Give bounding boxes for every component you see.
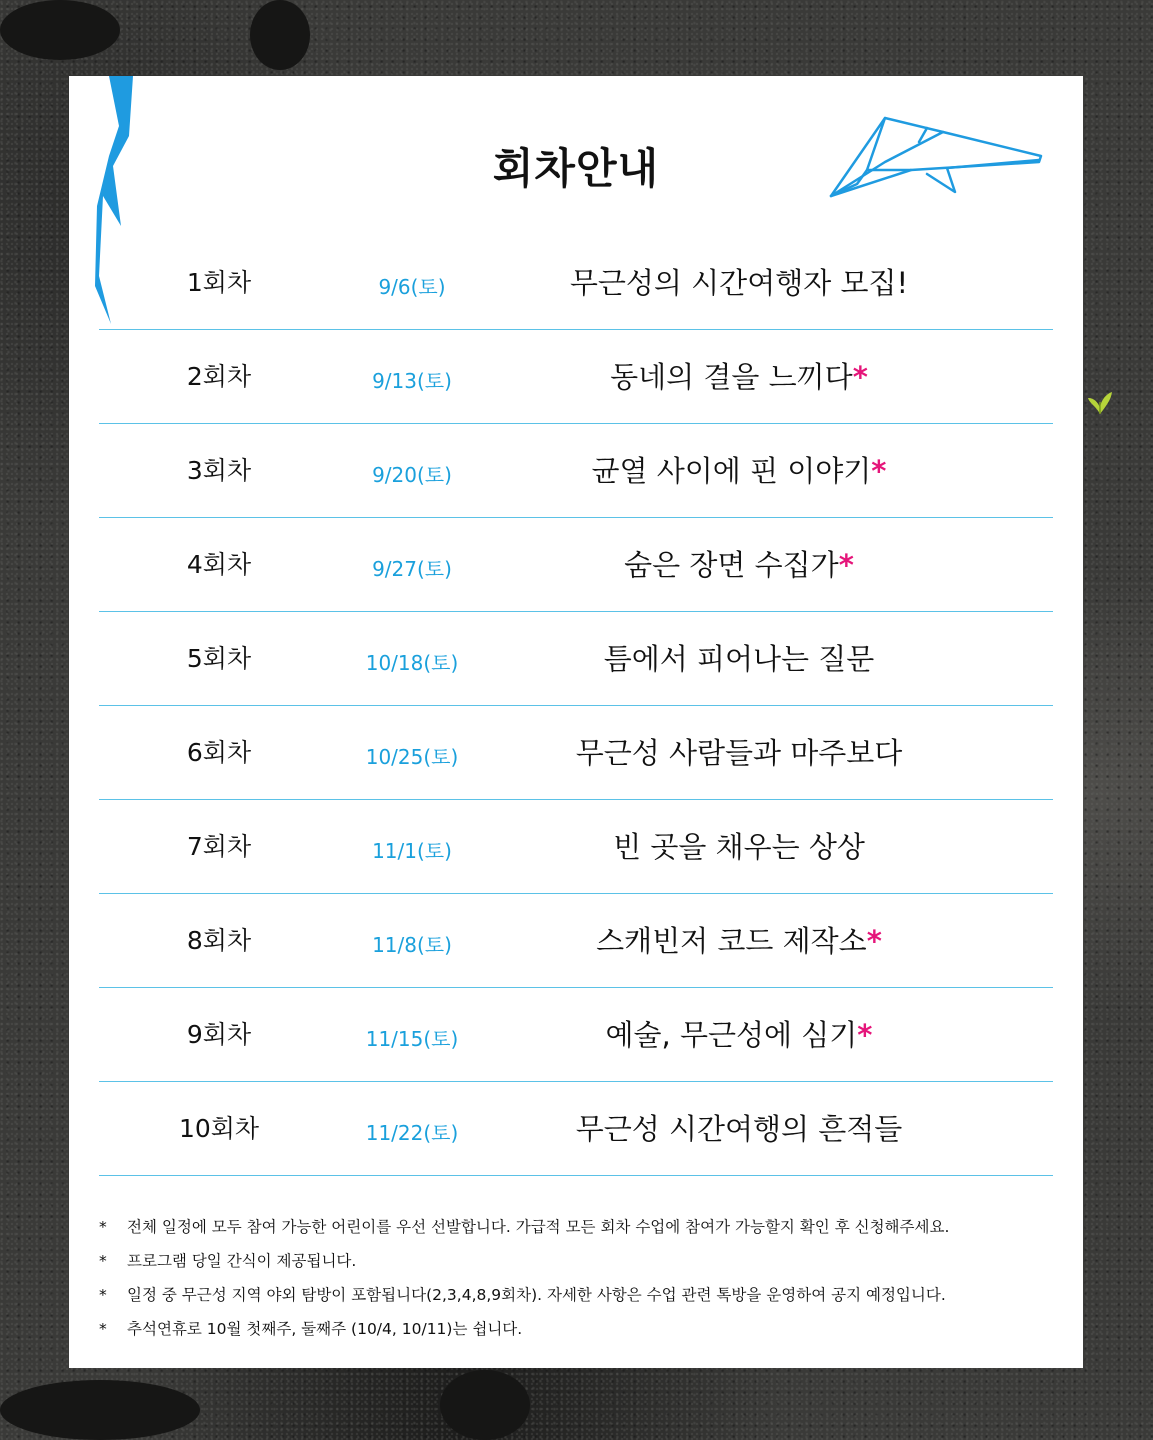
session-topic-text: 스캐빈저 코드 제작소 bbox=[596, 924, 867, 958]
session-row bbox=[99, 330, 1053, 424]
session-date: 11/15(토) bbox=[365, 1027, 459, 1051]
session-number: 10회차 bbox=[178, 1114, 260, 1143]
session-topic bbox=[519, 330, 959, 424]
session-topic bbox=[519, 894, 959, 988]
session-topic bbox=[519, 424, 959, 518]
session-date: 11/8(토) bbox=[372, 933, 452, 957]
session-number: 7회차 bbox=[186, 832, 252, 861]
notes-list bbox=[99, 1210, 1069, 1346]
background-crack bbox=[0, 0, 120, 60]
session-row bbox=[99, 706, 1053, 800]
session-number: 5회차 bbox=[186, 644, 252, 673]
session-number: 2회차 bbox=[186, 362, 252, 391]
note-text: 일정 중 무근성 지역 야외 탐방이 포함됩니다(2,3,4,8,9회차). 자세한 사항은 수업 관련 톡방을 운영하여 공지 예정입니다. bbox=[127, 1286, 946, 1304]
session-topic-text: 무근성 시간여행의 흔적들 bbox=[575, 1112, 903, 1146]
session-topic bbox=[519, 518, 959, 612]
session-topic bbox=[519, 988, 959, 1082]
note-text: 전체 일정에 모두 참여 가능한 어린이를 우선 선발합니다. 가급적 모든 회차 수업에 참여가 가능할지 확인 후 신청해주세요. bbox=[127, 1218, 950, 1236]
session-row bbox=[99, 1082, 1053, 1176]
session-topic-text: 무근성의 시간여행자 모집! bbox=[569, 266, 909, 300]
session-topic bbox=[519, 706, 959, 800]
session-topic bbox=[519, 612, 959, 706]
background-crack bbox=[440, 1370, 530, 1440]
session-date: 9/13(토) bbox=[372, 369, 452, 393]
session-topic-text: 빈 곳을 채우는 상상 bbox=[613, 830, 865, 864]
session-list bbox=[99, 236, 1053, 1176]
session-date: 11/22(토) bbox=[365, 1121, 459, 1145]
session-number: 9회차 bbox=[186, 1020, 252, 1049]
session-date: 10/18(토) bbox=[365, 651, 459, 675]
session-topic-text: 틈에서 피어나는 질문 bbox=[603, 642, 875, 676]
note-item bbox=[99, 1312, 1069, 1346]
outdoor-star-mark: * bbox=[871, 454, 887, 488]
note-bullet: * bbox=[99, 1218, 107, 1236]
session-topic-text: 무근성 사람들과 마주보다 bbox=[575, 736, 903, 770]
note-item bbox=[99, 1278, 1069, 1312]
outdoor-star-mark: * bbox=[866, 924, 882, 958]
note-text: 프로그램 당일 간식이 제공됩니다. bbox=[127, 1252, 357, 1270]
session-row bbox=[99, 518, 1053, 612]
session-date: 9/27(토) bbox=[372, 557, 452, 581]
session-topic-text: 예술, 무근성에 심기 bbox=[605, 1018, 858, 1052]
session-number: 1회차 bbox=[186, 268, 252, 297]
session-row bbox=[99, 894, 1053, 988]
note-text: 추석연휴로 10월 첫째주, 둘째주 (10/4, 10/11)는 쉽니다. bbox=[127, 1320, 523, 1338]
session-row bbox=[99, 800, 1053, 894]
session-topic bbox=[519, 1082, 959, 1176]
session-date: 11/1(토) bbox=[372, 839, 452, 863]
session-row bbox=[99, 988, 1053, 1082]
outdoor-star-mark: * bbox=[838, 548, 854, 582]
session-topic bbox=[519, 236, 959, 330]
session-topic-text: 동네의 결을 느끼다 bbox=[610, 360, 853, 394]
session-date: 9/20(토) bbox=[372, 463, 452, 487]
session-topic bbox=[519, 800, 959, 894]
outdoor-star-mark: * bbox=[857, 1018, 873, 1052]
session-topic-text: 숨은 장면 수집가 bbox=[624, 548, 839, 582]
background-crack bbox=[250, 0, 310, 70]
background-crack bbox=[0, 1380, 200, 1440]
outdoor-star-mark: * bbox=[852, 360, 868, 394]
session-date: 9/6(토) bbox=[378, 275, 446, 299]
note-bullet: * bbox=[99, 1286, 107, 1304]
session-date: 10/25(토) bbox=[365, 745, 459, 769]
session-row bbox=[99, 424, 1053, 518]
note-item bbox=[99, 1210, 1069, 1244]
page-title: 회차안내 bbox=[492, 144, 660, 193]
session-number: 3회차 bbox=[186, 456, 252, 485]
session-number: 6회차 bbox=[186, 738, 252, 767]
session-number: 4회차 bbox=[186, 550, 252, 579]
note-bullet: * bbox=[99, 1320, 107, 1338]
session-row bbox=[99, 612, 1053, 706]
session-row bbox=[99, 236, 1053, 330]
session-topic-text: 균열 사이에 핀 이야기 bbox=[591, 454, 872, 488]
note-item bbox=[99, 1244, 1069, 1278]
leaf-icon bbox=[1086, 390, 1114, 416]
schedule-card bbox=[69, 76, 1083, 1368]
session-number: 8회차 bbox=[186, 926, 252, 955]
note-bullet: * bbox=[99, 1252, 107, 1270]
